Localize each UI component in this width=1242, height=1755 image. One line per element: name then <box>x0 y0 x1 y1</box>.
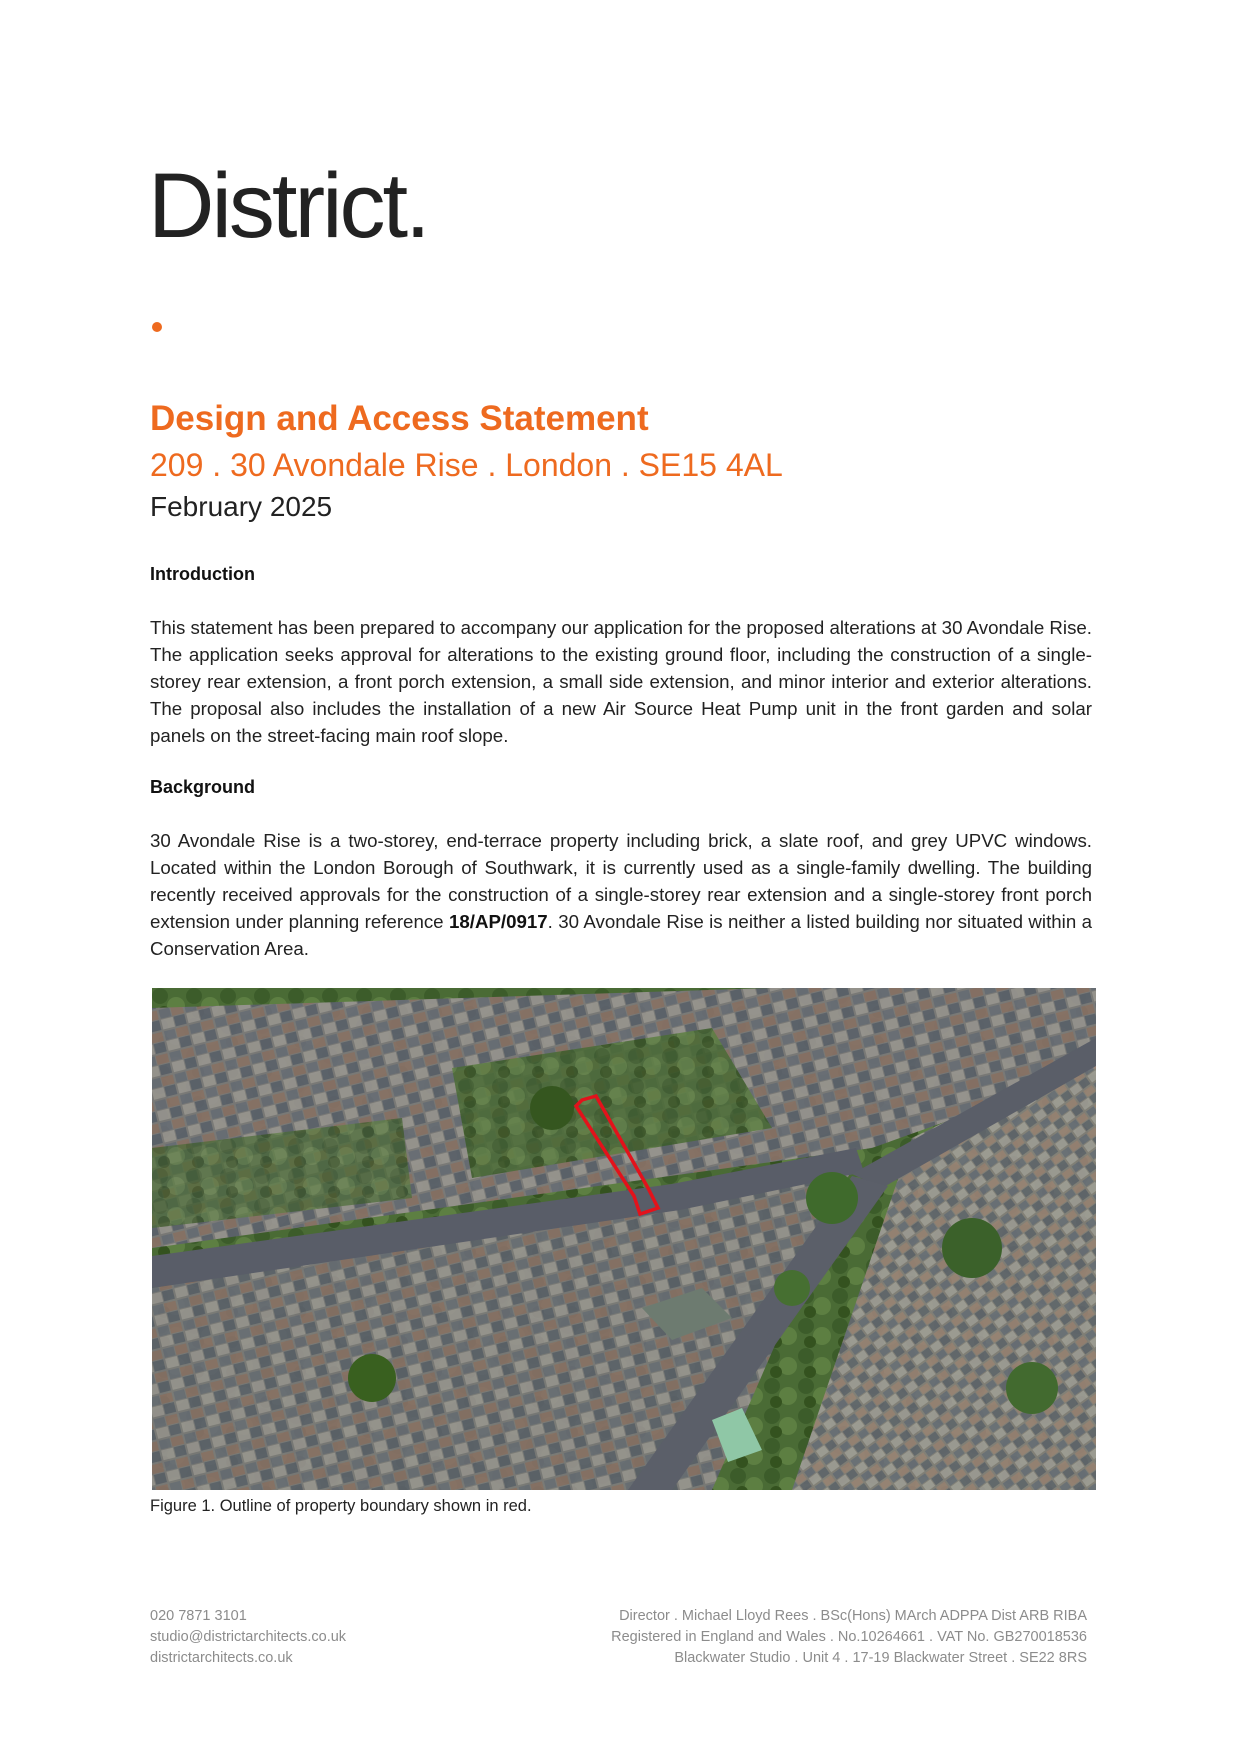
footer-director: Director . Michael Lloyd Rees . BSc(Hons) MArch ADPPA Dist ARB RIBA <box>619 1608 1087 1624</box>
footer-email[interactable]: studio@districtarchitects.co.uk <box>150 1629 347 1645</box>
footer-studio-address: Blackwater Studio . Unit 4 . 17-19 Blackwater Street . SE22 8RS <box>674 1650 1087 1666</box>
district-logo: District. <box>148 155 428 257</box>
footer-website[interactable]: districtarchitects.co.uk <box>150 1650 293 1666</box>
document-date: February 2025 <box>150 491 333 522</box>
aerial-photo-illustration <box>152 988 1096 1490</box>
footer-registration: Registered in England and Wales . No.10264661 . VAT No. GB270018536 <box>611 1629 1087 1645</box>
background-heading: Background <box>150 777 256 797</box>
background-text-part-2: . 30 Avondale Rise is neither a listed building nor situated within a Conservation Area. <box>150 911 1092 959</box>
planning-reference: 18/AP/0917 <box>448 911 548 932</box>
site-address: 209 . 30 Avondale Rise . London . SE15 4AL <box>150 447 783 483</box>
footer-company <box>611 1606 1087 1669</box>
background-text-part-1: 30 Avondale Rise is a two-storey, end-terrace property including brick, a slate roof, and grey UPVC windows. Located within the London Borough of Southwark, it is currently used as a single-family dwelling. The building recently received approvals for the construction of a single-storey rear extension and a single-storey front porch extension under planning reference <box>150 830 1092 932</box>
footer-phone: 020 7871 3101 <box>150 1608 247 1624</box>
footer-contact <box>150 1606 346 1669</box>
accent-dot <box>152 322 162 332</box>
introduction-heading: Introduction <box>150 564 255 584</box>
background-text <box>150 827 1092 962</box>
document-title: Design and Access Statement <box>150 399 649 438</box>
aerial-photo <box>152 988 1096 1490</box>
introduction-text: This statement has been prepared to accompany our application for the proposed alterations at 30 Avondale Rise. The application seeks approval for alterations to the existing ground floor, including the construction of a single-storey rear extension, a front porch extension, a small side extension, and minor interior and exterior alterations. The proposal also includes the installation of a new Air Source Heat Pump unit in the front garden and solar panels on the street-facing main roof slope. <box>150 617 1092 746</box>
figure-caption: Figure 1. Outline of property boundary shown in red. <box>150 1497 532 1515</box>
